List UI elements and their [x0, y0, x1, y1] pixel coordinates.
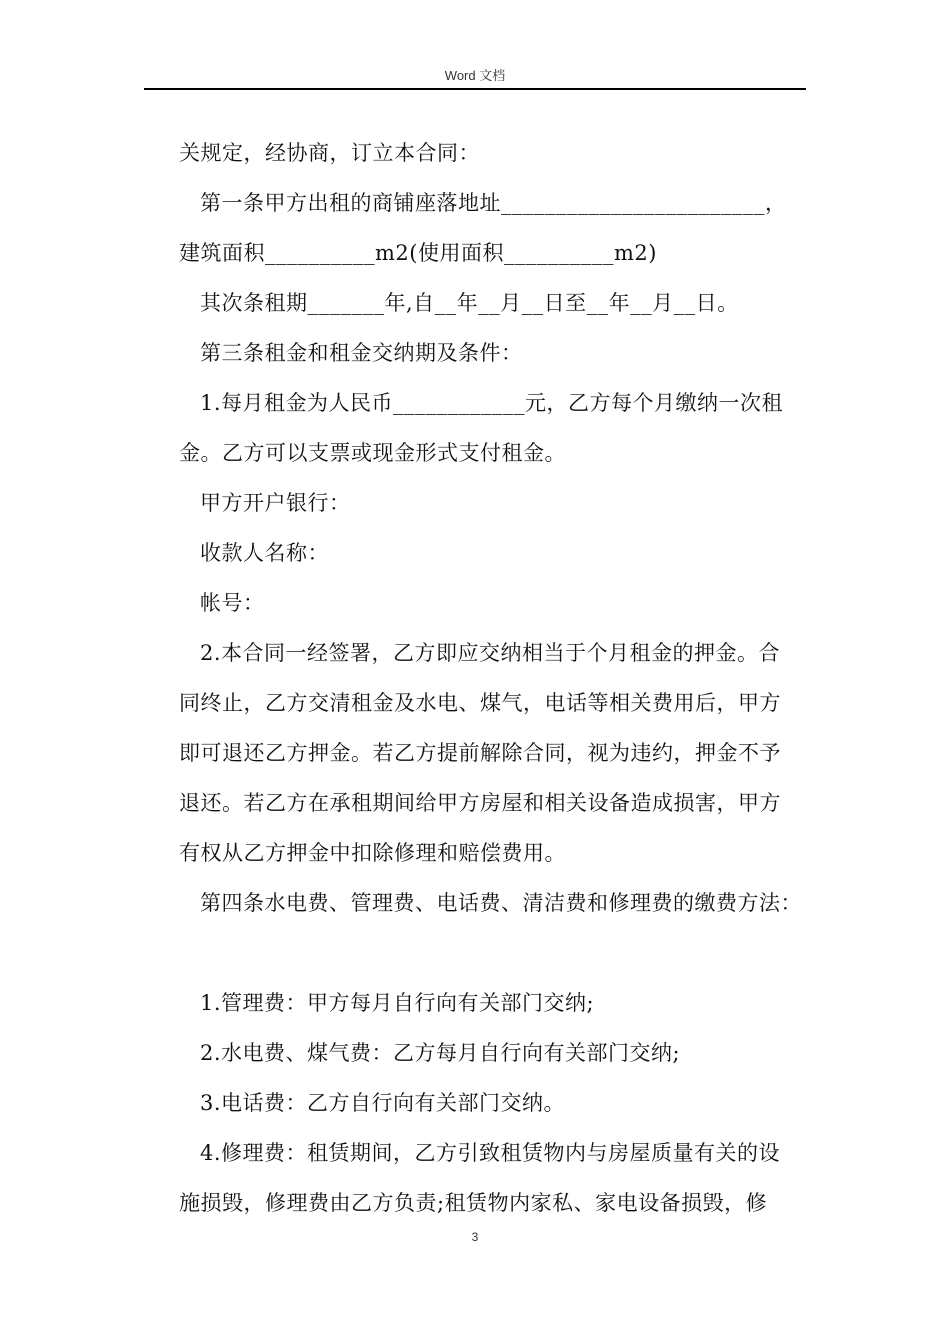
paragraph-line: 同终止，乙方交清租金及水电、煤气，电话等相关费用后，甲方: [179, 691, 781, 715]
paragraph-line: 2.水电费、煤气费：乙方每月自行向有关部门交纳;: [200, 1041, 681, 1065]
paragraph-line: 即可退还乙方押金。若乙方提前解除合同，视为违约，押金不予: [179, 741, 781, 765]
header-title: Word 文档: [444, 68, 506, 83]
paragraph-line: 4.修理费：租赁期间，乙方引致租赁物内与房屋质量有关的设: [200, 1141, 781, 1165]
paragraph-line: 1.每月租金为人民币____________元，乙方每个月缴纳一次租: [200, 391, 784, 415]
paragraph-line: 第四条水电费、管理费、电话费、清洁费和修理费的缴费方法：: [200, 891, 802, 915]
paragraph-line: 退还。若乙方在承租期间给甲方房屋和相关设备造成损害，甲方: [179, 791, 781, 815]
page-number: 3: [471, 1230, 479, 1244]
paragraph-line: 施损毁，修理费由乙方负责;租赁物内家私、家电设备损毁，修: [179, 1191, 768, 1215]
page-header: [144, 66, 806, 90]
paragraph-line: 第三条租金和租金交纳期及条件：: [200, 341, 523, 365]
paragraph-line: 有权从乙方押金中扣除修理和赔偿费用。: [179, 841, 566, 865]
paragraph-line: 3.电话费：乙方自行向有关部门交纳。: [200, 1091, 566, 1115]
paragraph-line: 建筑面积__________m2(使用面积__________m2): [179, 241, 657, 265]
paragraph-line: 金。乙方可以支票或现金形式支付租金。: [179, 441, 566, 465]
paragraph-line: 关规定，经协商，订立本合同：: [179, 141, 480, 165]
paragraph-line: 甲方开户银行：: [200, 491, 351, 515]
paragraph-line: 帐号：: [200, 591, 265, 615]
paragraph-line: 其次条租期_______年,自__年__月__日至__年__月__日。: [200, 291, 739, 315]
blank-line: [179, 928, 809, 978]
paragraph-line: 1.管理费：甲方每月自行向有关部门交纳;: [200, 991, 595, 1015]
paragraph-line: 2.本合同一经签署，乙方即应交纳相当于个月租金的押金。合: [200, 641, 781, 665]
document-body: [179, 128, 809, 1228]
paragraph-line: 收款人名称：: [200, 541, 329, 565]
paragraph-line: 第一条甲方出租的商铺座落地址________________________，: [200, 191, 787, 215]
